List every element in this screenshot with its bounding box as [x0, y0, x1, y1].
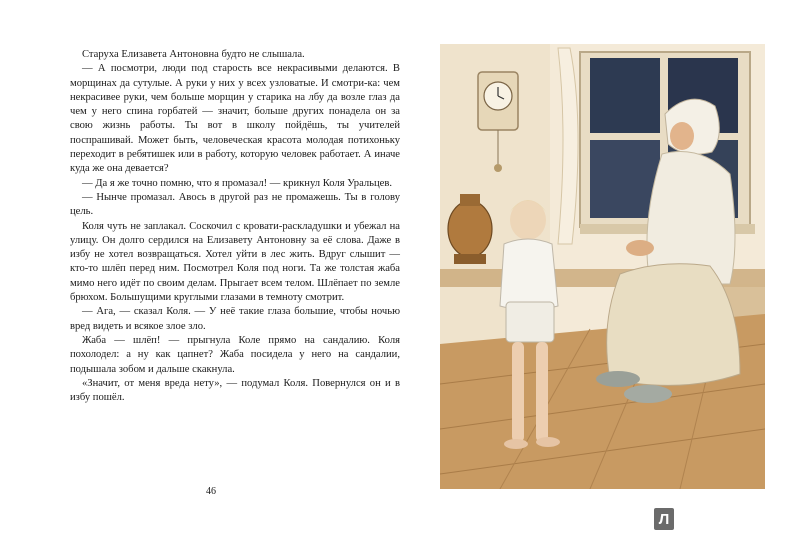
paragraph: Жаба — шлёп! — прыгнула Коле прямо на сандалию. Коля похолодел: а ну как цапнет? Жаба посидела у него на сандалии, подышала зобом и дальше скакнула. [70, 334, 400, 375]
illustration [440, 44, 765, 489]
paragraph: — А посмотри, люди под старость все некрасивыми делаются. В морщинах да сутулые. А руки у них у всех узловатые. И смотри-ка: чем некрасивее руки, чем больше морщин у старика на лбу да возле глаз да чем у него спина горбатей — значит, больше других понадела он за свою жизнь работы. Ты вот в школу пойдёшь, ты учителей поспрашивай. Может быть, человеческая красота молодая потихоньку переходит в ребятишек или в работу, которую человек работает. А иначе куда же она девается? [70, 63, 400, 175]
paragraph: Старуха Елизавета Антоновна будто не слышала. [82, 49, 305, 60]
publisher-logo: Л [654, 508, 674, 530]
page-number: 46 [206, 486, 216, 497]
paragraph: — Да я же точно помню, что я промазал! — крикнул Коля Уральцев. [82, 177, 393, 189]
paragraph: — Ага, — сказал Коля. — У неё такие глаза большие, чтобы ночью вред видеть и всякое злое зло. [70, 306, 400, 332]
paragraph: «Значит, от меня вреда нету», — подумал Коля. Повернулся он и в избу пошёл. [70, 377, 400, 404]
paragraph: Коля чуть не заплакал. Соскочил с кровати-раскладушки и убежал на улицу. Он долго сердился на Елизавету Антоновну за её слова. Даже в избу не хотел возвращаться. Хотел уйти в лес жить. Вдруг слышит — кто-то шлёп перед ним. Посмотрел Коля под ноги. Та же толстая жаба мимо него идёт по своим делам. Прыгает всем телом. Шлёпает по земле брюхом. Большущими круглыми глазами в темноту смотрит. [70, 220, 400, 304]
paragraph: — Нынче промазал. Авось в другой раз не промажешь. Ты в голову цель. [70, 191, 400, 218]
story-text [70, 48, 400, 405]
